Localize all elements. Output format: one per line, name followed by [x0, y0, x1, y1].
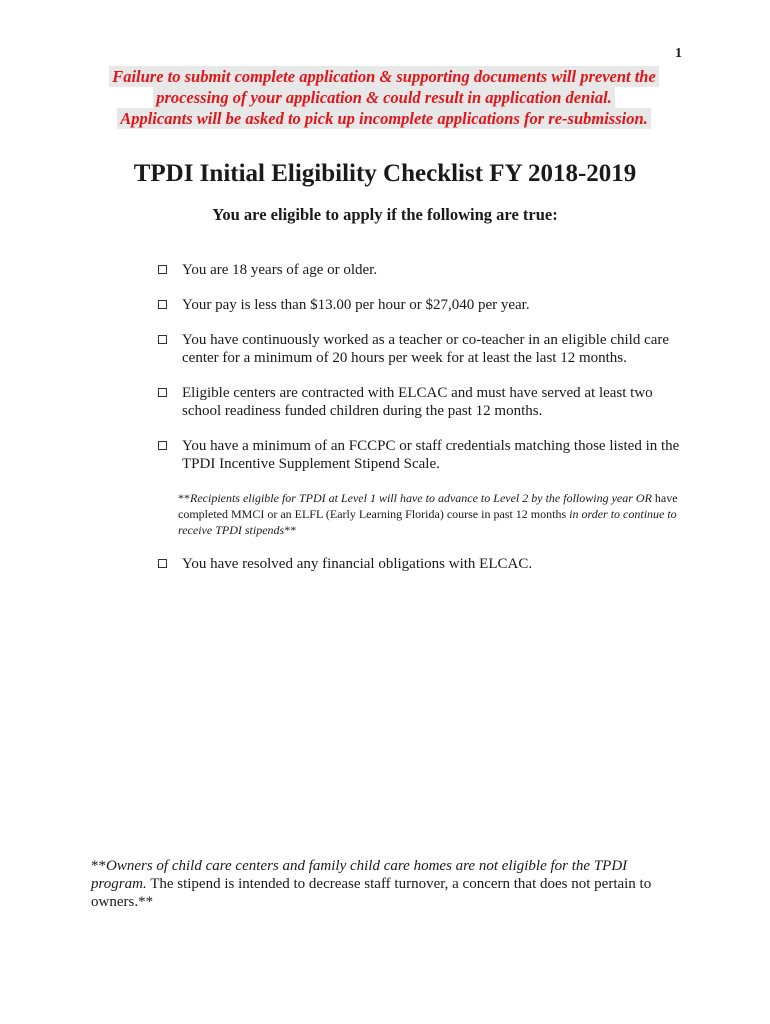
- checklist-item-text: Your pay is less than $13.00 per hour or $27,040 per year.: [182, 297, 530, 313]
- checkbox-icon[interactable]: [158, 335, 167, 344]
- page-subtitle: You are eligible to apply if the following are true:: [212, 205, 558, 224]
- page-title: TPDI Initial Eligibility Checklist FY 2018-2019: [133, 160, 637, 187]
- checklist-item-text: You have continuously worked as a teacher or co-teacher in an eligible child care center for a minimum of 20 hours per week for at least the last 12 months.: [182, 332, 670, 366]
- checklist-item: [158, 331, 688, 367]
- note-prefix: **: [178, 491, 190, 505]
- footer-plain-text: The stipend is intended to decrease staff turnover, a concern that does not pertain to owners.**: [91, 876, 652, 910]
- checklist-item: [158, 296, 688, 314]
- checkbox-icon[interactable]: [158, 388, 167, 397]
- notice-line: Applicants will be asked to pick up incomplete applications for re-submission.: [117, 108, 651, 129]
- checklist-item-text: You have a minimum of an FCCPC or staff credentials matching those listed in the TPDI Incentive Supplement Stipend Scale.: [182, 438, 680, 472]
- checklist-item: [158, 384, 688, 420]
- warning-notice: [84, 66, 684, 129]
- note-plain-text: have completed MMCI or an ELFL (Early Learning Florida) course in past 12 months: [178, 491, 678, 521]
- checklist-item: [158, 437, 688, 473]
- checkbox-icon[interactable]: [158, 441, 167, 450]
- checklist-item: [158, 261, 688, 279]
- checkbox-icon[interactable]: [158, 300, 167, 309]
- owners-note: [91, 857, 671, 911]
- checklist-item-text: Eligible centers are contracted with ELCAC and must have served at least two school readiness funded children during the past 12 months.: [182, 385, 653, 419]
- checkbox-icon[interactable]: [158, 559, 167, 568]
- checklist-item: [158, 555, 688, 573]
- notice-line: Failure to submit complete application & supporting documents will prevent the: [109, 66, 659, 87]
- notice-line: processing of your application & could result in application denial.: [153, 87, 615, 108]
- level-note: [158, 490, 688, 538]
- checklist-item-text: You have resolved any financial obligations with ELCAC.: [182, 556, 533, 572]
- checklist-item-text: You are 18 years of age or older.: [182, 262, 378, 278]
- footer-italic-text: Owners of child care centers and family child care homes are not eligible for the TPDI program.: [91, 858, 628, 892]
- note-italic-text: Recipients eligible for TPDI at Level 1 will have to advance to Level 2 by the following year OR: [190, 491, 652, 505]
- page-number: 1: [675, 46, 682, 61]
- note-suffix: **: [284, 523, 297, 537]
- checkbox-icon[interactable]: [158, 265, 167, 274]
- eligibility-checklist: [158, 261, 688, 573]
- note-italic-text: in order to continue to receive TPDI stipends: [178, 507, 677, 537]
- footer-prefix: **: [91, 858, 106, 874]
